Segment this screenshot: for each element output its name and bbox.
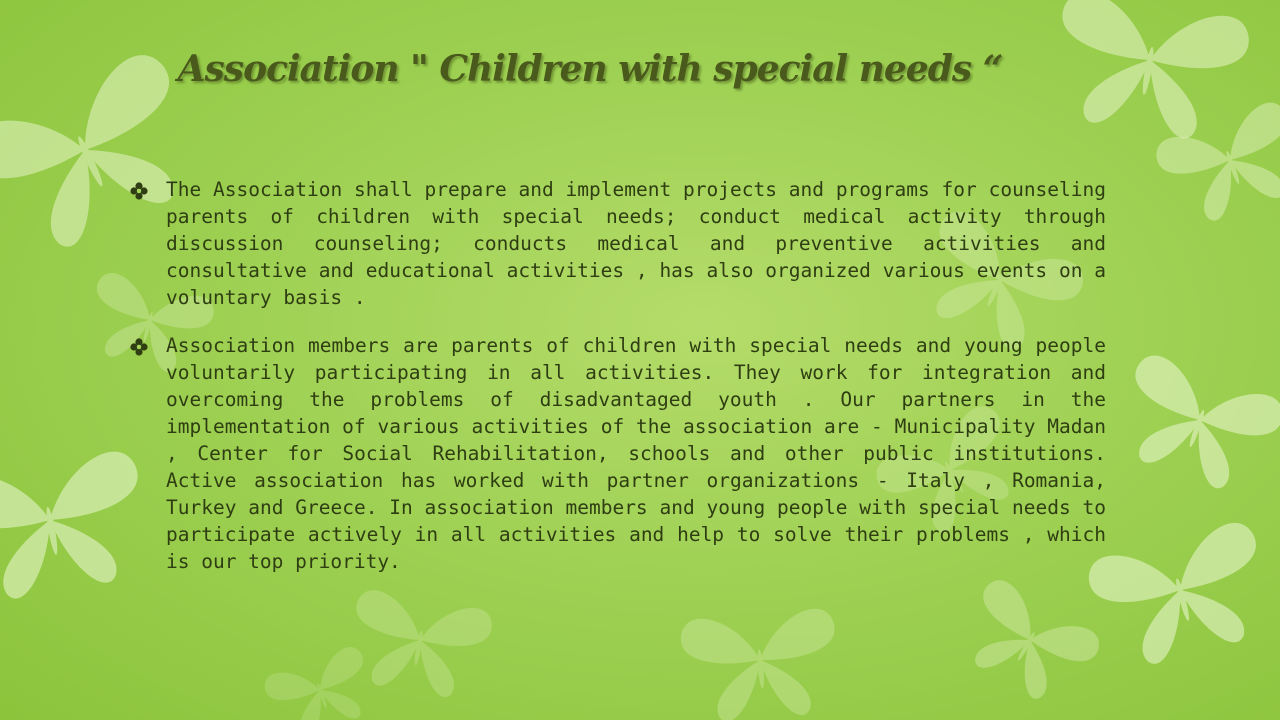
butterfly-icon — [1108, 350, 1280, 501]
flower-bullet-icon — [130, 332, 166, 363]
bullet-list — [130, 176, 1106, 596]
butterfly-icon — [1084, 518, 1280, 675]
list-item — [130, 332, 1106, 575]
butterfly-icon — [261, 643, 382, 720]
flower-bullet-icon — [130, 176, 166, 207]
bullet-text: The Association shall prepare and implement projects and programs for counseling parents of children with special needs; conduct medical activity through discussion counseling; conducts medical and preventive activities and consultative and educational activities , has also organized various events on a voluntary basis . — [166, 178, 1106, 309]
butterfly-icon — [679, 607, 842, 720]
butterfly-icon — [343, 588, 494, 704]
slide-title: Association " Children with special needs “ — [177, 48, 1003, 90]
list-item — [130, 176, 1106, 311]
bullet-text: Association members are parents of children with special needs and young people voluntarily participating in all activities. They work for integration and overcoming the problems of disadvantaged youth . Our partners in the implementation of various activities of the association are - Municipality Madan , Center for Social Rehabilitation, schools and other public institutions. Active association has worked with partner organizations - Italy , Romania, Turkey and Greece. In association members and young people with special needs to participate actively in all activities and help to solve their problems , which is our top priority. — [166, 334, 1106, 573]
